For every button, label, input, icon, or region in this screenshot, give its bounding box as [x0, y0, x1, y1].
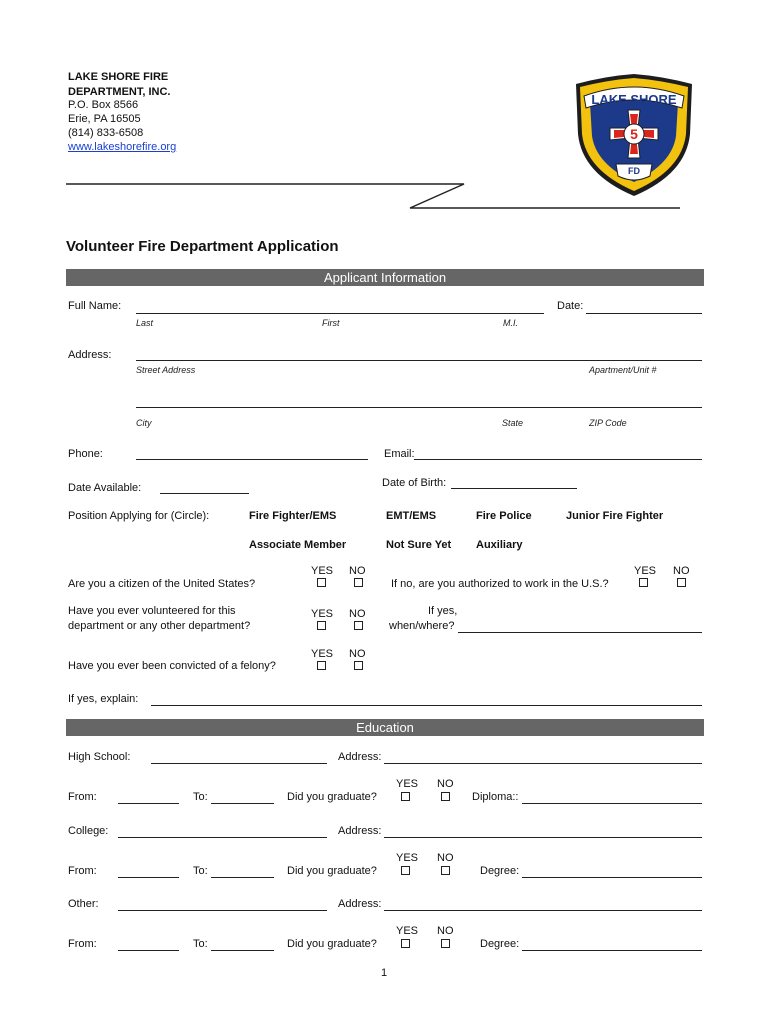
street-address-caption: Street Address	[136, 365, 196, 375]
street-address-field[interactable]	[136, 360, 702, 361]
diploma-field[interactable]	[522, 803, 702, 804]
position-label: Position Applying for (Circle):	[68, 510, 210, 522]
org-name-line2: DEPARTMENT, INC.	[68, 86, 171, 98]
other-address-field[interactable]	[384, 910, 702, 911]
position-associate-member[interactable]: Associate Member	[249, 539, 347, 551]
other-grad-yes-caption: YES	[396, 925, 419, 937]
other-address-label: Address:	[338, 898, 382, 910]
volunteer-question-line2: department or any other department?	[68, 620, 251, 632]
hs-from-label: From:	[68, 791, 97, 803]
city-state-zip-field[interactable]	[136, 407, 702, 408]
logo-bottom-text: FD	[628, 166, 640, 176]
zip-caption: ZIP Code	[589, 418, 627, 428]
other-label: Other:	[68, 898, 99, 910]
other-school-field[interactable]	[118, 910, 327, 911]
email-label: Email:	[384, 448, 415, 460]
volunteer-yes-caption: YES	[311, 608, 334, 620]
hs-to-field[interactable]	[211, 803, 274, 804]
other-from-field[interactable]	[118, 950, 179, 951]
volunteer-no-caption: NO	[349, 608, 366, 620]
full-name-label: Full Name:	[68, 300, 122, 312]
dob-field[interactable]	[451, 488, 577, 489]
other-to-field[interactable]	[211, 950, 274, 951]
college-to-label: To:	[193, 865, 208, 877]
explain-label: If yes, explain:	[68, 693, 139, 705]
felony-no-checkbox[interactable]	[354, 661, 363, 670]
lake-shore-fd-logo	[570, 70, 698, 198]
phone-field[interactable]	[136, 459, 368, 460]
college-grad-yes-caption: YES	[396, 852, 419, 864]
if-yes-label: If yes,	[428, 605, 458, 617]
hs-to-label: To:	[193, 791, 208, 803]
org-name-line1: LAKE SHORE FIRE	[68, 71, 169, 83]
hs-grad-no-caption: NO	[437, 778, 454, 790]
org-po-box: P.O. Box 8566	[68, 99, 139, 111]
college-degree-label: Degree:	[480, 865, 520, 877]
other-degree-field[interactable]	[522, 950, 702, 951]
college-to-field[interactable]	[211, 877, 274, 878]
city-caption: City	[136, 418, 152, 428]
college-degree-field[interactable]	[522, 877, 702, 878]
college-grad-no-caption: NO	[437, 852, 454, 864]
org-phone: (814) 833-6508	[68, 127, 144, 139]
high-school-address-field[interactable]	[384, 763, 702, 764]
position-emt-ems[interactable]: EMT/EMS	[386, 510, 437, 522]
when-where-field[interactable]	[458, 632, 702, 633]
hs-from-field[interactable]	[118, 803, 179, 804]
address-label: Address:	[68, 349, 112, 361]
college-grad-no-checkbox[interactable]	[441, 866, 450, 875]
college-field[interactable]	[118, 837, 327, 838]
felony-yes-caption: YES	[311, 648, 334, 660]
citizen-no-checkbox[interactable]	[354, 578, 363, 587]
authorized-no-checkbox[interactable]	[677, 578, 686, 587]
logo-number: 5	[630, 126, 638, 142]
college-label: College:	[68, 825, 109, 837]
logo-top-text: LAKE SHORE	[591, 92, 677, 107]
position-auxiliary[interactable]: Auxiliary	[476, 539, 523, 551]
citizen-question: Are you a citizen of the United States?	[68, 578, 256, 590]
hs-grad-yes-caption: YES	[396, 778, 419, 790]
date-available-label: Date Available:	[68, 482, 142, 494]
page-number: 1	[381, 967, 388, 979]
when-where-label: when/where?	[389, 620, 455, 632]
authorized-no-caption: NO	[673, 565, 690, 577]
org-website-link[interactable]: www.lakeshorefire.org	[68, 141, 177, 153]
hs-grad-yes-checkbox[interactable]	[401, 792, 410, 801]
phone-label: Phone:	[68, 448, 103, 460]
high-school-label: High School:	[68, 751, 131, 763]
diploma-label: Diploma::	[472, 791, 519, 803]
college-address-label: Address:	[338, 825, 382, 837]
middle-initial-caption: M.I.	[503, 318, 518, 328]
other-grad-yes-checkbox[interactable]	[401, 939, 410, 948]
citizen-yes-caption: YES	[311, 565, 334, 577]
other-grad-no-checkbox[interactable]	[441, 939, 450, 948]
applicant-info-header: Applicant Information	[66, 269, 704, 286]
high-school-field[interactable]	[151, 763, 327, 764]
first-name-caption: First	[322, 318, 340, 328]
header-divider	[60, 180, 690, 212]
college-from-field[interactable]	[118, 877, 179, 878]
other-degree-label: Degree:	[480, 938, 520, 950]
hs-graduate-question: Did you graduate?	[287, 791, 377, 803]
position-not-sure-yet[interactable]: Not Sure Yet	[386, 539, 452, 551]
date-label: Date:	[557, 300, 584, 312]
authorized-yes-caption: YES	[634, 565, 657, 577]
date-available-field[interactable]	[160, 493, 249, 494]
authorized-question: If no, are you authorized to work in the U.S.?	[391, 578, 609, 590]
apartment-caption: Apartment/Unit #	[589, 365, 657, 375]
college-address-field[interactable]	[384, 837, 702, 838]
education-header: Education	[66, 719, 704, 736]
hs-grad-no-checkbox[interactable]	[441, 792, 450, 801]
citizen-no-caption: NO	[349, 565, 366, 577]
position-fire-police[interactable]: Fire Police	[476, 510, 532, 522]
felony-yes-checkbox[interactable]	[317, 661, 326, 670]
position-junior-fire-fighter[interactable]: Junior Fire Fighter	[566, 510, 664, 522]
explain-field[interactable]	[151, 705, 702, 706]
email-field[interactable]	[414, 459, 702, 460]
citizen-yes-checkbox[interactable]	[317, 578, 326, 587]
other-graduate-question: Did you graduate?	[287, 938, 377, 950]
dob-label: Date of Birth:	[382, 477, 447, 489]
college-graduate-question: Did you graduate?	[287, 865, 377, 877]
high-school-address-label: Address:	[338, 751, 382, 763]
felony-question: Have you ever been convicted of a felony?	[68, 660, 276, 672]
other-grad-no-caption: NO	[437, 925, 454, 937]
authorized-yes-checkbox[interactable]	[639, 578, 648, 587]
volunteer-yes-checkbox[interactable]	[317, 621, 326, 630]
form-title: Volunteer Fire Department Application	[66, 238, 339, 255]
other-to-label: To:	[193, 938, 208, 950]
org-city: Erie, PA 16505	[68, 113, 141, 125]
volunteer-no-checkbox[interactable]	[354, 621, 363, 630]
full-name-field[interactable]	[136, 313, 544, 314]
felony-no-caption: NO	[349, 648, 366, 660]
volunteer-question-line1: Have you ever volunteered for this	[68, 605, 236, 617]
position-fire-fighter-ems[interactable]: Fire Fighter/EMS	[249, 510, 337, 522]
state-caption: State	[502, 418, 524, 428]
date-field[interactable]	[586, 313, 702, 314]
last-name-caption: Last	[136, 318, 154, 328]
other-from-label: From:	[68, 938, 97, 950]
college-from-label: From:	[68, 865, 97, 877]
college-grad-yes-checkbox[interactable]	[401, 866, 410, 875]
